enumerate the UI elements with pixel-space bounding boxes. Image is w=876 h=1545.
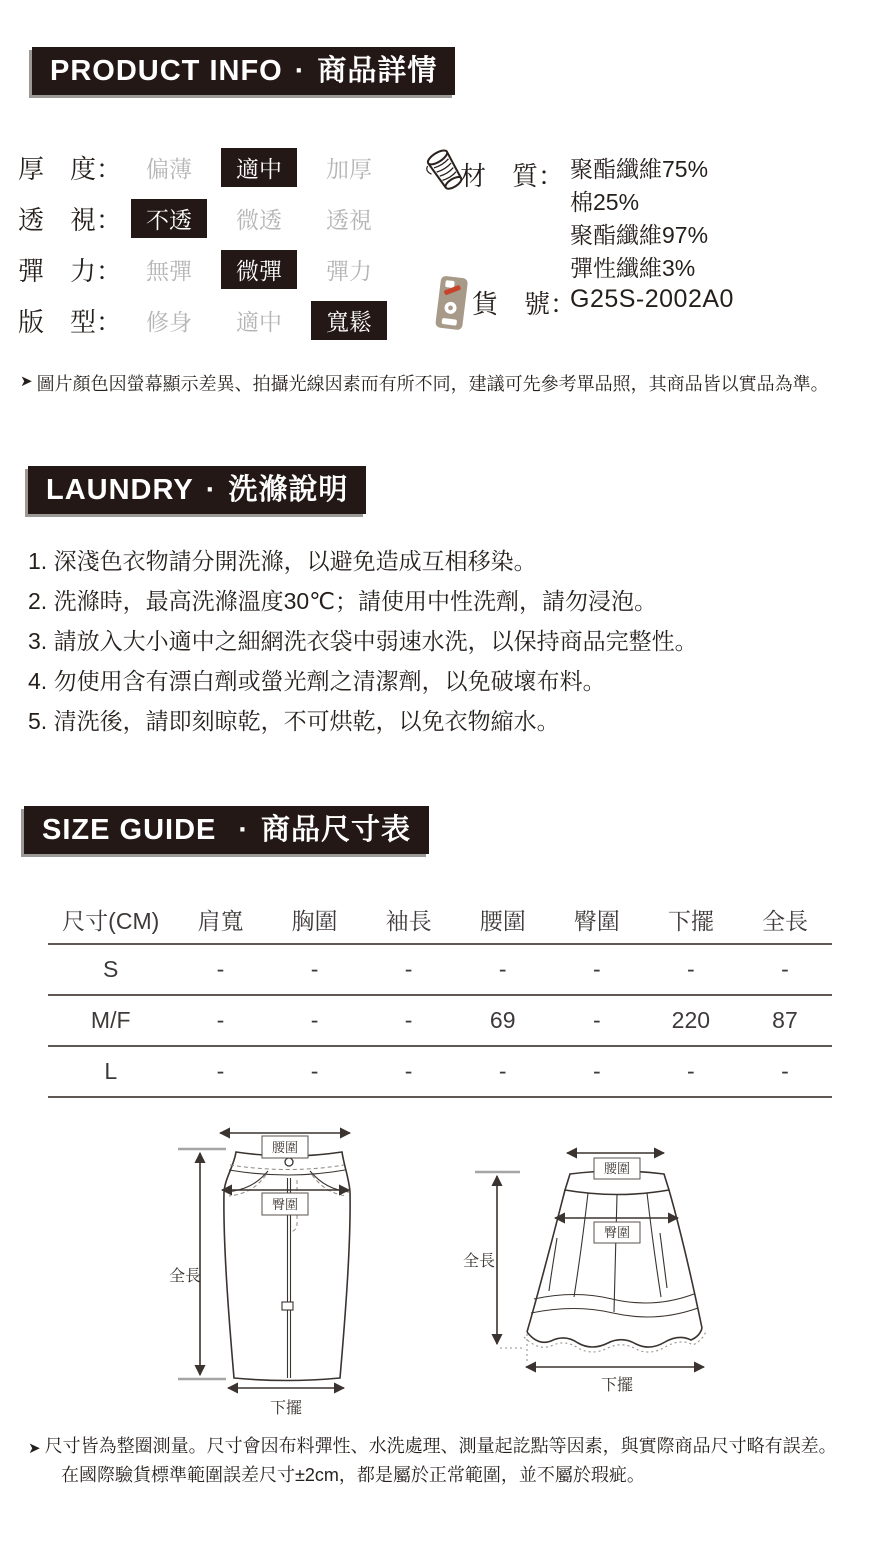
size-table-cell: - (644, 944, 738, 995)
title-separator-dot: · (294, 55, 306, 87)
laundry-instructions (28, 541, 698, 741)
size-table-cell: L (48, 1046, 173, 1097)
attribute-label: 彈 力： (18, 256, 123, 286)
laundry-title-zh: 洗滌說明 (228, 474, 349, 506)
attribute-label: 厚 度： (18, 154, 123, 184)
hem-label: 下擺 (600, 1377, 634, 1394)
laundry-header (28, 466, 366, 514)
laundry-instruction: 4. 勿使用含有漂白劑或螢光劑之清潔劑，以免破壞布料。 (28, 668, 606, 694)
item-number-value: G25S-2002A0 (570, 285, 734, 313)
hip-label: 臀圍 (271, 1197, 299, 1212)
size-table-cell: - (362, 944, 456, 995)
size-table-header-cell: 袖長 (362, 895, 456, 944)
flared-skirt-diagram (463, 1153, 706, 1394)
size-table-cell: - (644, 1046, 738, 1097)
size-table-cell: 87 (738, 995, 832, 1046)
size-table-cell: - (173, 1046, 267, 1097)
size-table-header-cell: 尺寸(CM) (48, 895, 173, 944)
attribute-option-slot (304, 251, 394, 288)
color-difference-note (20, 370, 829, 396)
size-table-cell: - (362, 1046, 456, 1097)
size-table-header-cell: 全長 (738, 895, 832, 944)
attribute-label: 版 型： (18, 307, 123, 337)
material-line: 聚酯纖維97% (570, 222, 709, 248)
attribute-row-elasticity (18, 244, 394, 295)
attribute-option: 無彈 (146, 258, 192, 284)
size-table-cell: - (173, 995, 267, 1046)
size-table-cell: - (456, 1046, 550, 1097)
size-table-cell: - (268, 1046, 362, 1097)
attribute-option: 適中 (221, 148, 297, 187)
size-guide-title-en: SIZE GUIDE (42, 814, 217, 846)
arrow-bullet-icon: ➤ (20, 373, 33, 390)
measurement-note-line2: 在國際驗貨標準範圍誤差尺寸±2cm，都是屬於正常範圍，並不屬於瑕疵。 (61, 1465, 645, 1485)
arrow-bullet-icon: ➤ (28, 1440, 41, 1457)
product-info-title-en: PRODUCT INFO (50, 55, 283, 87)
attribute-label: 透 視： (18, 205, 123, 235)
size-table-cell: - (268, 944, 362, 995)
laundry-title-en: LAUNDRY (46, 474, 194, 506)
material-line: 棉25% (570, 189, 640, 215)
material-line: 聚酯纖維75% (570, 156, 709, 182)
attribute-row-thickness (18, 142, 394, 193)
material-values (570, 153, 708, 285)
attribute-option-slot (124, 251, 214, 288)
size-table-cell: S (48, 944, 173, 995)
title-separator-dot: · (238, 814, 250, 846)
attribute-option: 微透 (236, 207, 282, 233)
attribute-option: 透視 (326, 207, 372, 233)
size-table-cell: - (550, 944, 644, 995)
attribute-option-slot (304, 301, 394, 340)
title-separator-dot: · (205, 474, 217, 506)
attribute-option: 加厚 (326, 156, 372, 182)
material-label: 材 質： (460, 161, 565, 191)
attribute-option: 修身 (146, 309, 192, 335)
size-table-header-cell: 下擺 (644, 895, 738, 944)
size-guide-header (24, 806, 429, 854)
size-table-header-cell: 腰圍 (456, 895, 550, 944)
size-table-cell: 69 (456, 995, 550, 1046)
length-label: 全長 (462, 1253, 496, 1270)
measurement-note-text1: 尺寸皆為整圈測量。尺寸會因布料彈性、水洗處理、測量起訖點等因素，與實際商品尺寸略有誤差。 (44, 1436, 837, 1456)
attribute-option-slot (124, 302, 214, 339)
attribute-option-slot (214, 148, 304, 187)
attribute-option: 寬鬆 (311, 301, 387, 340)
product-attributes (18, 142, 394, 346)
attribute-option: 適中 (236, 309, 282, 335)
attribute-option-slot (124, 149, 214, 186)
attribute-row-fit (18, 295, 394, 346)
size-table-cell: - (550, 1046, 644, 1097)
size-table-header-cell: 胸圍 (268, 895, 362, 944)
attribute-option-slot (214, 200, 304, 237)
laundry-instruction: 2. 洗滌時，最高洗滌溫度30℃；請使用中性洗劑，請勿浸泡。 (28, 588, 657, 614)
size-table-row (48, 1046, 832, 1097)
attribute-option-slot (214, 302, 304, 339)
attribute-option: 不透 (131, 199, 207, 238)
hem-label: 下擺 (269, 1400, 303, 1417)
hip-label: 臀圍 (603, 1225, 631, 1240)
waist-label: 腰圍 (603, 1161, 631, 1176)
size-table (48, 895, 832, 1098)
pencil-skirt-diagram (169, 1133, 350, 1417)
material-line: 彈性纖維3% (570, 255, 696, 281)
size-table-cell: - (456, 944, 550, 995)
waist-label: 腰圍 (271, 1140, 299, 1155)
attribute-option-slot (304, 149, 394, 186)
attribute-row-transparency (18, 193, 394, 244)
size-table-cell: - (268, 995, 362, 1046)
measurement-diagrams (160, 1120, 810, 1420)
attribute-option: 彈力 (326, 258, 372, 284)
product-info-header (32, 47, 455, 95)
size-table-cell: - (173, 944, 267, 995)
length-label: 全長 (168, 1268, 202, 1285)
attribute-option-slot (124, 199, 214, 238)
size-table-cell: - (738, 944, 832, 995)
size-table-row (48, 944, 832, 995)
size-table-header-cell: 臀圍 (550, 895, 644, 944)
size-table-cell: 220 (644, 995, 738, 1046)
measurement-note (28, 1433, 837, 1489)
size-table-cell: M/F (48, 995, 173, 1046)
size-table-cell: - (362, 995, 456, 1046)
attribute-option: 偏薄 (146, 156, 192, 182)
size-table-header-row (48, 895, 832, 944)
laundry-instruction: 5. 清洗後，請即刻晾乾，不可烘乾，以免衣物縮水。 (28, 708, 560, 734)
attribute-option-slot (214, 250, 304, 289)
size-table-cell: - (550, 995, 644, 1046)
size-table-header-cell: 肩寬 (173, 895, 267, 944)
clothing-tag-icon (431, 275, 473, 338)
attribute-option: 微彈 (221, 250, 297, 289)
attribute-option-slot (304, 200, 394, 237)
measurement-note-line1 (28, 1433, 837, 1462)
size-guide-title-zh: 商品尺寸表 (261, 814, 412, 846)
product-info-title-zh: 商品詳情 (317, 55, 438, 87)
item-number-label: 貨 號： (472, 289, 577, 319)
size-table-cell: - (738, 1046, 832, 1097)
color-difference-note-text: 圖片顏色因螢幕顯示差異、拍攝光線因素而有所不同，建議可先參考單品照，其商品皆以實品為準。 (36, 374, 829, 394)
laundry-instruction: 3. 請放入大小適中之細網洗衣袋中弱速水洗，以保持商品完整性。 (28, 628, 698, 654)
laundry-instruction: 1. 深淺色衣物請分開洗滌，以避免造成互相移染。 (28, 548, 537, 574)
size-table-row (48, 995, 832, 1046)
